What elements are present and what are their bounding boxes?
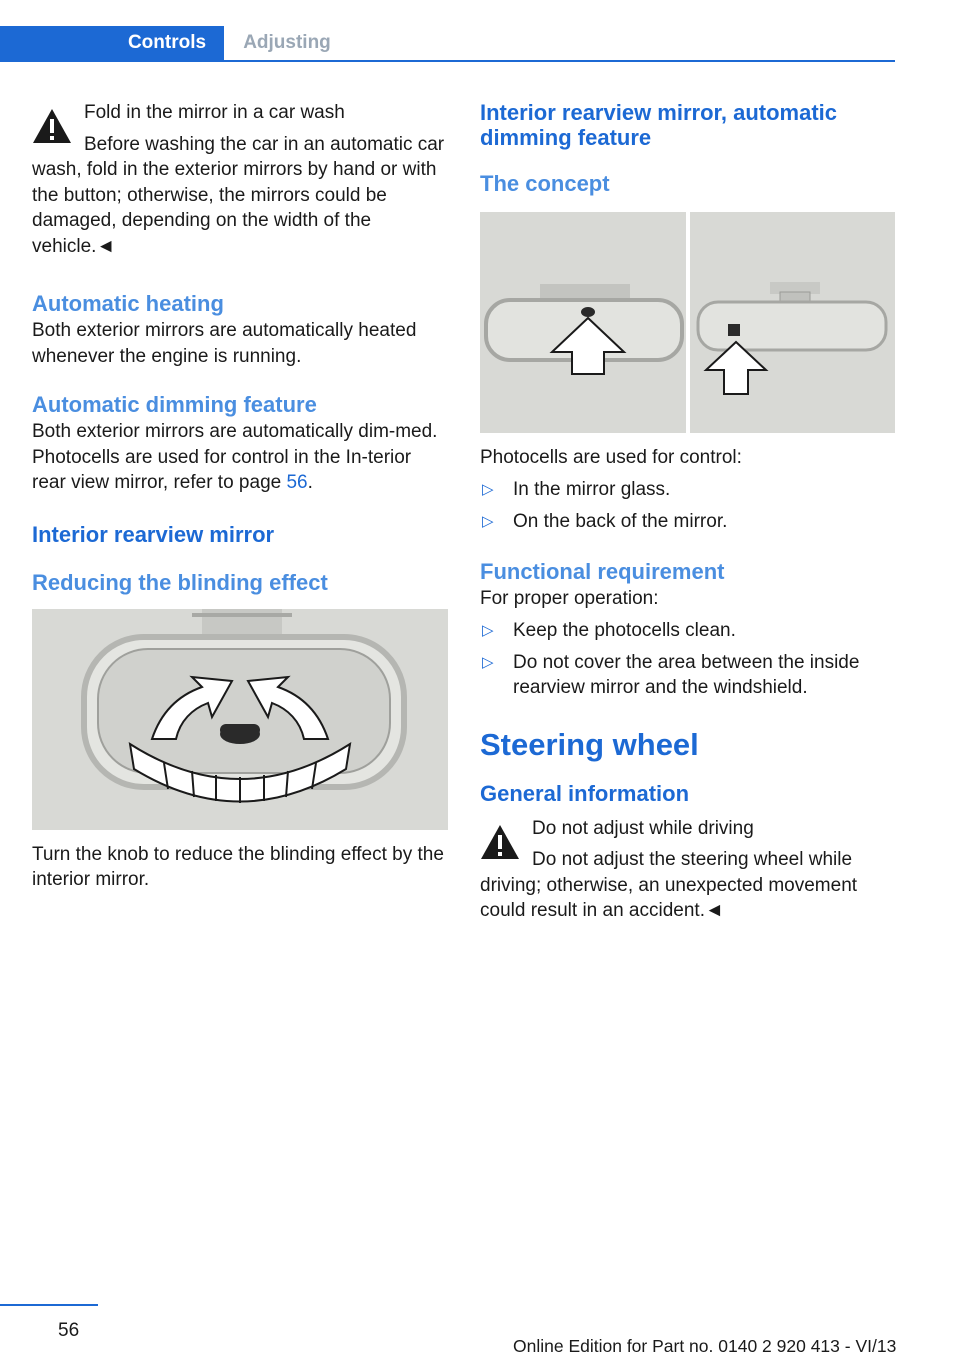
heading-functional-requirement: Functional requirement [480,559,725,584]
list-item-text: Keep the photocells clean. [513,619,736,641]
list-item [480,618,896,644]
left-column [32,100,448,893]
text-automatic-dimming [32,419,448,496]
list-item-text: Do not cover the area between the inside rearview mirror and the windshield. [513,651,860,698]
photocell-drawing [480,212,895,433]
page-number: 56 [58,1320,80,1341]
functional-list [480,618,896,701]
dimming-text: Both exterior mirrors are automatically dim‐med. Photocells are used for control in the In‐terior rear view mirror, refer to page [32,421,438,493]
tab-bar-underline [0,60,895,62]
photocell-list [480,477,896,535]
text-functional-intro: For proper operation: [480,588,659,609]
heading-automatic-dimming: Automatic dimming feature [32,392,317,417]
warning-body: Do not adjust the steering wheel while driving; otherwise, an unexpected movement could result in an accident.◄ [480,849,858,921]
warning-triangle-icon [32,108,72,144]
car-wash-warning [32,100,448,259]
heading-the-concept: The concept [480,171,610,196]
heading-general-information: General information [480,780,690,806]
triangle-bullet-icon: ▷ [482,480,494,498]
tab-bar-cap [0,26,110,60]
triangle-bullet-icon: ▷ [482,653,494,671]
text-knob-caption: Turn the knob to reduce the blinding effect by the interior mirror. [32,843,444,890]
triangle-bullet-icon: ▷ [482,512,494,530]
heading-automatic-heating: Automatic heating [32,291,224,316]
list-item [480,509,896,535]
warning-title: Fold in the mirror in a car wash [84,102,345,123]
page-reference-link[interactable]: 56 [286,472,308,493]
heading-auto-dimming-mirror: Interior rearview mirror, automatic dimming feature [480,100,838,150]
tab-controls[interactable]: Controls [110,26,224,60]
right-column [480,100,896,924]
mirror-knob-drawing [32,609,448,830]
photocell-illustration [480,212,895,433]
list-item [480,477,896,503]
heading-reducing-blinding: Reducing the blinding effect [32,569,328,595]
text-photocells-intro: Photocells are used for control: [480,447,742,468]
warning-title: Do not adjust while driving [532,817,754,839]
warning-body: Before washing the car in an automatic car wash, fold in the exterior mirrors by hand or with the button; otherwise, the mirrors could be damaged, depending on the width of the vehicle.◄ [32,133,445,257]
edition-text: Online Edition for Part no. 0140 2 920 413 - VI/13 [513,1336,897,1356]
triangle-bullet-icon: ▷ [482,621,494,639]
steering-warning [480,816,896,924]
footer-rule [0,1304,98,1306]
chapter-tab-bar [0,26,895,62]
list-item-text: On the back of the mirror. [513,510,728,532]
dimming-text-end: . [307,472,313,493]
tab-adjusting[interactable]: Adjusting [243,32,331,53]
warning-triangle-icon [480,824,520,860]
text-automatic-heating: Both exterior mirrors are automatically heated whenever the engine is running. [32,320,417,367]
mirror-knob-illustration [32,609,448,830]
list-item-text: In the mirror glass. [513,478,671,500]
heading-steering-wheel: Steering wheel [480,726,699,762]
heading-interior-rearview-mirror: Interior rearview mirror [32,521,275,547]
list-item [480,650,896,701]
